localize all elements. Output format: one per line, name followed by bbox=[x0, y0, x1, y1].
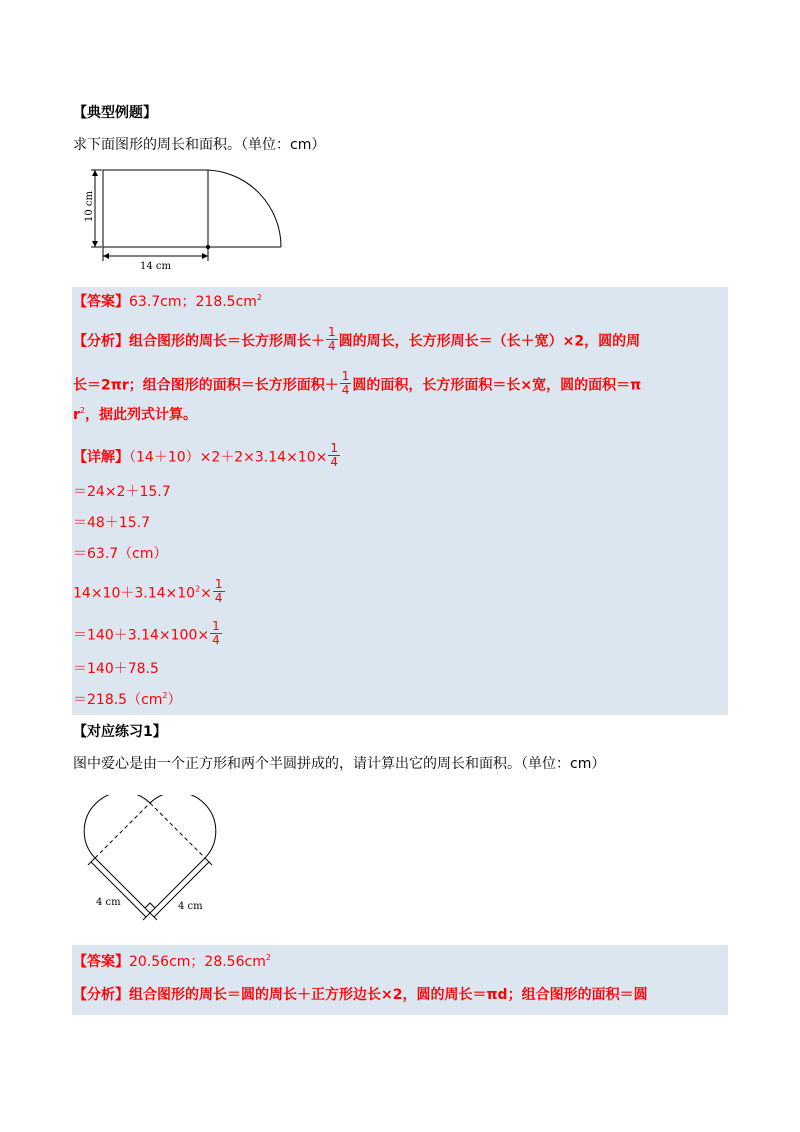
example-detail-line6: ＝140＋3.14×100× $\frac{1}{4}$ bbox=[73, 619, 220, 647]
example-detail-line7: ＝140＋78.5 bbox=[73, 661, 159, 677]
height-label: 10 cm bbox=[84, 191, 95, 222]
practice1-analysis: 【分析】组合图形的周长＝圆的周长＋正方形边长×2，圆的周长＝πd；组合图形的面积＝圆 bbox=[73, 987, 648, 1003]
example-detail-line5: $14\times 10+3.14\times 10^2\times$ $\frac{1}{4}$ bbox=[73, 577, 223, 605]
example-detail-line2: ＝24×2＋15.7 bbox=[73, 484, 171, 500]
heart-outline bbox=[84, 795, 216, 913]
heart-figure bbox=[82, 795, 242, 930]
example-analysis-line3: $r^2$，据此列式计算。 bbox=[73, 406, 197, 423]
example-detail-line1: 【详解】（14＋10）×2＋2×3.14×10× $\frac{1}{4}$ bbox=[73, 441, 338, 469]
left-side-label: 4 cm bbox=[96, 897, 121, 908]
example-answer: 【答案】63.7cm；$218.5cm^2$ bbox=[73, 293, 263, 310]
example-analysis-line1: 【分析】组合图形的周长＝长方形周长＋ $\frac{1}{4}$ 圆的周长，长方形周长＝（长＋宽）×2，圆的周 bbox=[73, 325, 641, 353]
example-header: 【典型例题】 bbox=[73, 105, 157, 121]
fraction-quarter: $\frac{1}{4}$ bbox=[330, 441, 338, 469]
rectangle-shape bbox=[103, 170, 208, 247]
example-detail-line3: ＝48＋15.7 bbox=[73, 515, 150, 531]
center-dot bbox=[206, 245, 210, 249]
example-detail-line4: ＝63.7（cm） bbox=[73, 546, 168, 562]
fraction-quarter: $\frac{1}{4}$ bbox=[214, 577, 223, 605]
fraction-quarter: $\frac{1}{4}$ bbox=[328, 325, 336, 353]
width-label: 14 cm bbox=[140, 261, 171, 272]
fraction-quarter: $\frac{1}{4}$ bbox=[212, 619, 220, 647]
example-question: 求下面图形的周长和面积。（单位：cm） bbox=[73, 137, 326, 153]
example-figure bbox=[78, 162, 290, 272]
example-analysis-line2: 长＝2πr；组合图形的面积＝长方形面积＋ $\frac{1}{4}$ 圆的面积，长方形面积＝长×宽，圆的面积＝π bbox=[73, 369, 642, 397]
practice1-header: 【对应练习1】 bbox=[73, 724, 167, 740]
quarter-circle-arc bbox=[208, 170, 281, 247]
example-detail-line8: $=218.5(cm^2)$ bbox=[73, 691, 182, 708]
fraction-quarter: $\frac{1}{4}$ bbox=[341, 369, 350, 397]
practice1-question: 图中爱心是由一个正方形和两个半圆拼成的，请计算出它的周长和面积。（单位：cm） bbox=[73, 756, 606, 772]
right-side-label: 4 cm bbox=[178, 901, 203, 912]
practice1-answer: 【答案】20.56cm；$28.56cm^2$ bbox=[73, 953, 271, 970]
